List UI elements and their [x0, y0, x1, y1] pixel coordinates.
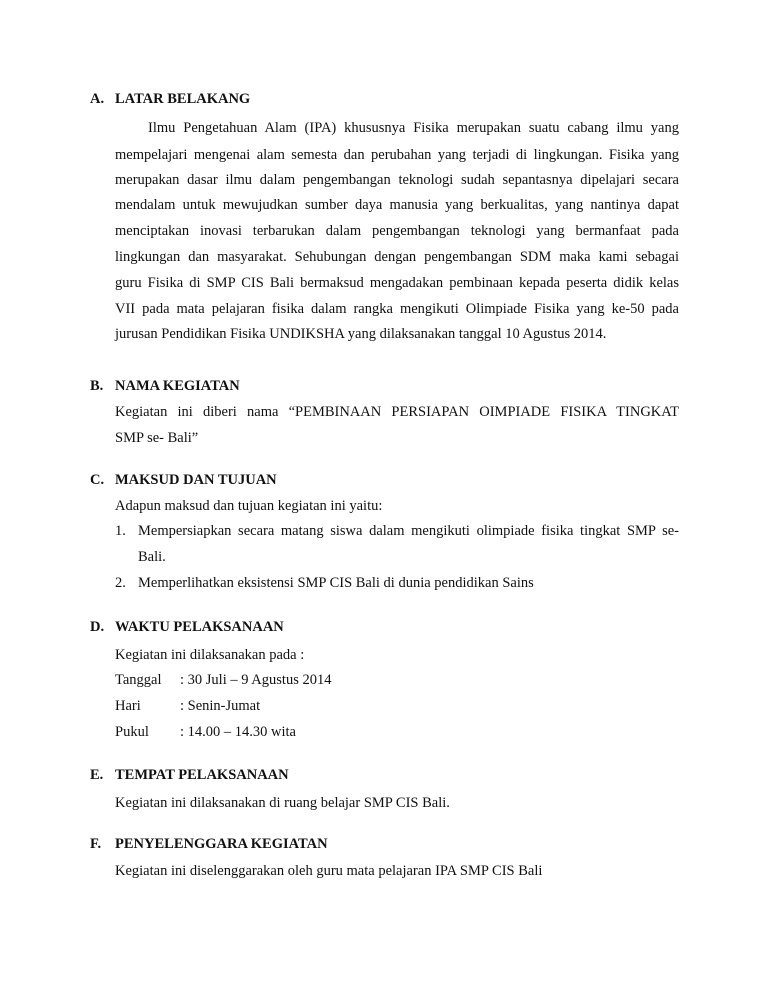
list-item-number: 2. — [115, 575, 126, 591]
section-a-letter: A. — [90, 91, 105, 107]
section-e-text: Kegiatan ini dilaksanakan di ruang belajar SMP CIS Bali. — [115, 795, 450, 811]
list-item-text: Mempersiapkan secara matang siswa dalam mengikuti olimpiade fisika tingkat SMP se- — [138, 523, 679, 539]
list-item-text-continued: Bali. — [138, 549, 166, 565]
section-e-letter: E. — [90, 767, 104, 783]
section-c-heading — [90, 472, 277, 489]
section-b-line: Kegiatan ini diberi nama “PEMBINAAN PERSIAPAN OIMPIADE FISIKA TINGKAT — [115, 404, 679, 420]
section-a-line: mempelajari mengenai alam semesta dan perubahan yang terjadi di lingkungan. Fisika yang — [115, 147, 679, 163]
schedule-value-pukul: : 14.00 – 14.30 wita — [180, 724, 296, 740]
list-item-number: 1. — [115, 523, 126, 539]
section-d-heading — [90, 619, 284, 636]
schedule-label-tanggal: Tanggal — [115, 672, 162, 688]
section-c-title: MAKSUD DAN TUJUAN — [115, 472, 277, 488]
schedule-label-hari: Hari — [115, 698, 141, 714]
section-a-line: VII pada mata pelajaran fisika dalam rangka mengikuti Olimpiade Fisika yang ke-50 pada — [115, 301, 679, 317]
section-a-line: Ilmu Pengetahuan Alam (IPA) khususnya Fisika merupakan suatu cabang ilmu yang — [148, 120, 679, 136]
section-f-letter: F. — [90, 836, 102, 852]
section-d-title: WAKTU PELAKSANAAN — [115, 619, 284, 635]
section-a-line: guru Fisika di SMP CIS Bali bermaksud mengadakan pembinaan kepada peserta didik kelas — [115, 275, 679, 291]
section-d-letter: D. — [90, 619, 105, 635]
section-a-heading — [90, 91, 250, 108]
schedule-value-hari: : Senin-Jumat — [180, 698, 261, 714]
section-b-heading — [90, 378, 240, 395]
section-f-title: PENYELENGGARA KEGIATAN — [115, 836, 328, 852]
section-f-text: Kegiatan ini diselenggarakan oleh guru mata pelajaran IPA SMP CIS Bali — [115, 863, 543, 879]
list-item-text: Memperlihatkan eksistensi SMP CIS Bali di dunia pendidikan Sains — [138, 575, 534, 591]
section-a-title: LATAR BELAKANG — [115, 91, 251, 107]
section-c-letter: C. — [90, 472, 105, 488]
section-b-title: NAMA KEGIATAN — [115, 378, 240, 394]
section-a-line: mendalam untuk mewujudkan sumber daya manusia yang berkualitas, yang nantinya dapat — [115, 197, 679, 213]
section-a-line: merupakan dasar ilmu dalam pengembangan teknologi sudah sepantasnya dipelajari secara — [115, 172, 679, 188]
section-e-title: TEMPAT PELAKSANAAN — [115, 767, 289, 783]
section-d-intro: Kegiatan ini dilaksanakan pada : — [115, 647, 305, 663]
section-f-heading — [90, 836, 328, 853]
section-a-line: menciptakan inovasi terbarukan dalam pengembangan teknologi yang bermanfaat pada — [115, 223, 679, 239]
section-a-line: jurusan Pendidikan Fisika UNDIKSHA yang dilaksanakan tanggal 10 Agustus 2014. — [115, 326, 607, 342]
section-a-line: lingkungan dan masyarakat. Sehubungan dengan pengembangan SDM maka kami sebagai — [115, 249, 679, 265]
section-e-heading — [90, 767, 289, 784]
schedule-value-tanggal: : 30 Juli – 9 Agustus 2014 — [180, 672, 332, 688]
section-c-intro: Adapun maksud dan tujuan kegiatan ini yaitu: — [115, 498, 383, 514]
section-b-line: SMP se- Bali” — [115, 430, 199, 446]
schedule-label-pukul: Pukul — [115, 724, 149, 740]
section-b-letter: B. — [90, 378, 104, 394]
